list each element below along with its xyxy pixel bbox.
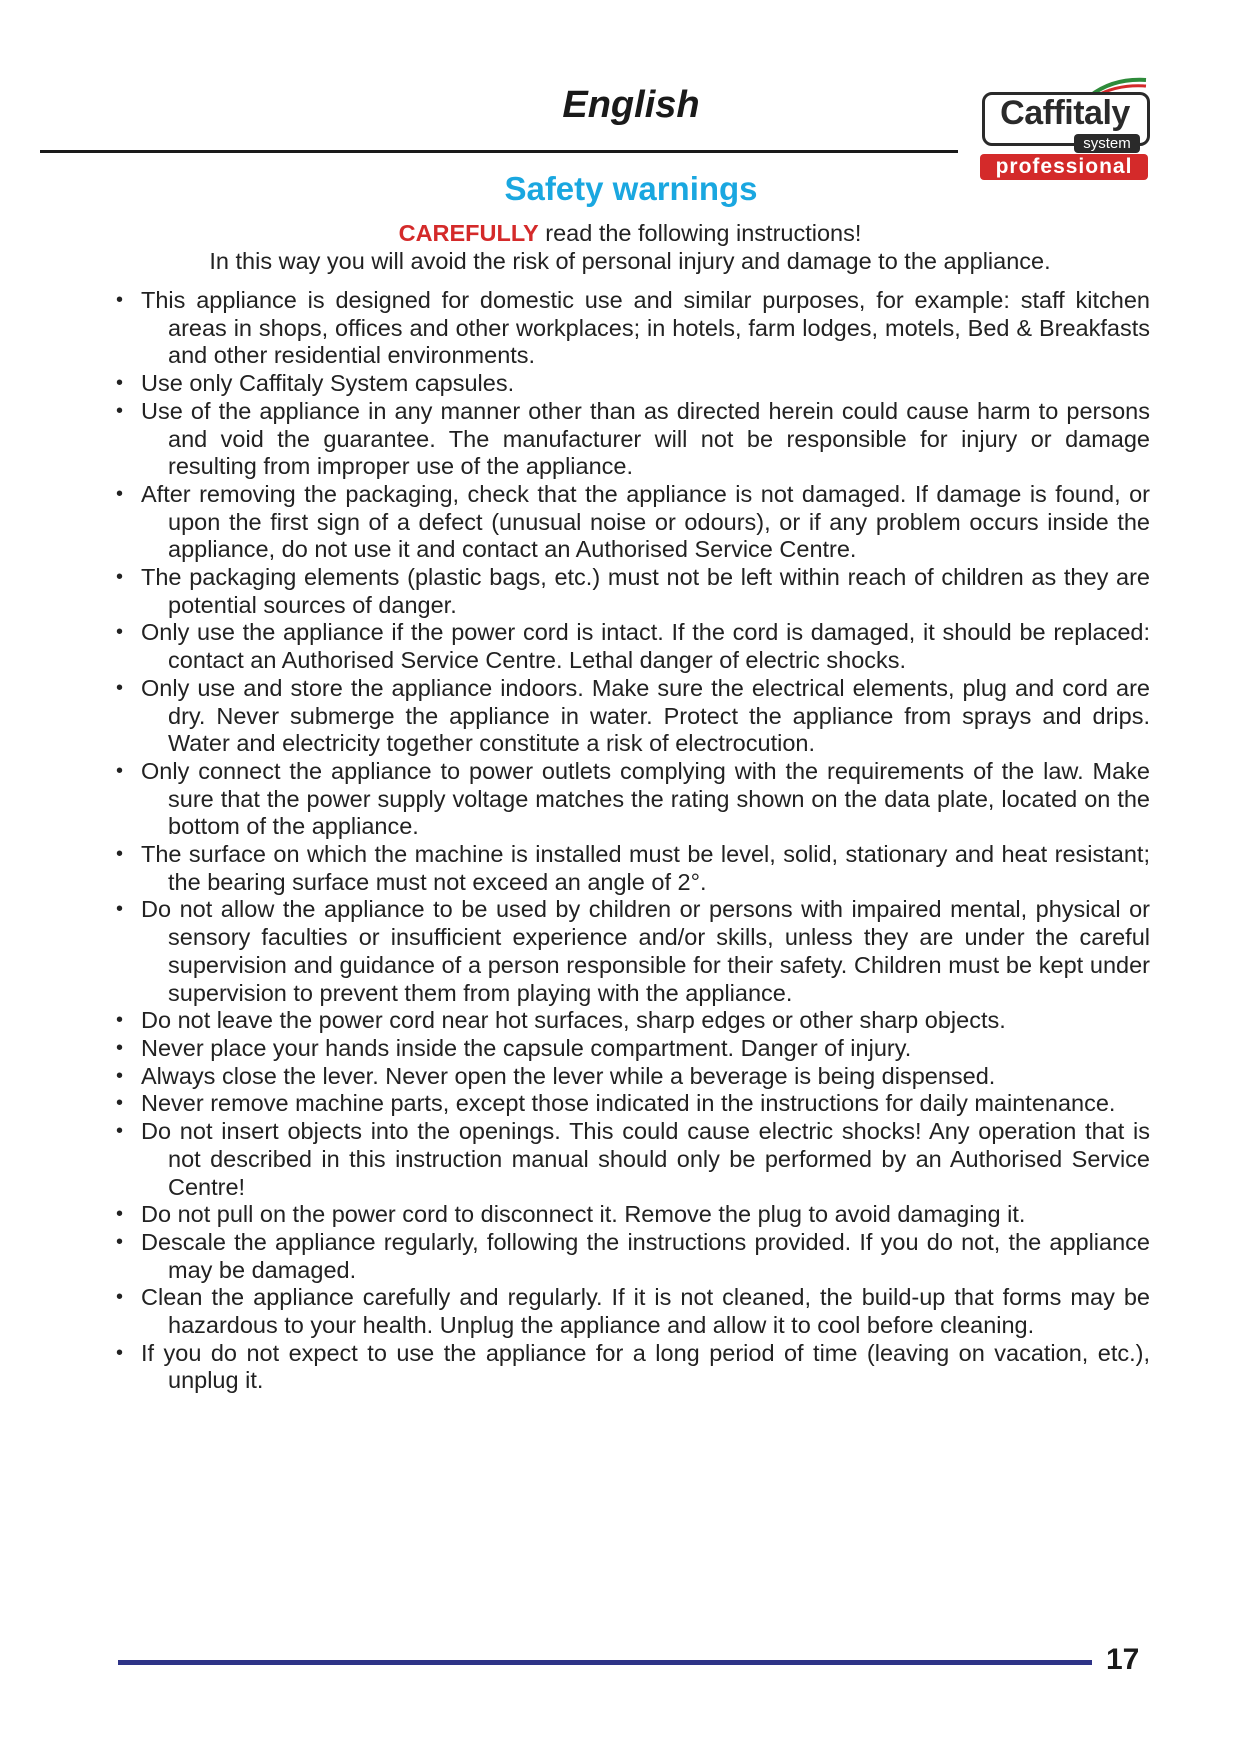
- warning-text: Only use the appliance if the power cord is intact. If the cord is damaged, it should be replaced: contact an Authorised Service Centre. Lethal danger of electric shocks.: [141, 619, 1150, 674]
- warning-text: The surface on which the machine is installed must be level, solid, stationary and heat resistant; the bearing surface must not exceed an angle of 2°.: [141, 841, 1150, 895]
- warning-text: Clean the appliance carefully and regularly. If it is not cleaned, the build-up that forms may be hazardous to your health. Unplug the appliance and allow it to cool before cleaning.: [141, 1284, 1150, 1339]
- logo-brand-text: Caffitaly: [1000, 94, 1130, 132]
- warning-item: [110, 1063, 1150, 1091]
- warning-item: [110, 619, 1150, 674]
- warning-item: [110, 1090, 1150, 1118]
- bullet-icon: •: [116, 898, 124, 921]
- bullet-icon: •: [116, 759, 124, 782]
- caffitaly-logo: [978, 76, 1150, 184]
- intro-line-2: In this way you will avoid the risk of personal injury and damage to the appliance.: [209, 248, 1051, 274]
- warning-item: [110, 758, 1150, 841]
- warning-item: [110, 1035, 1150, 1063]
- warning-item: [110, 1201, 1150, 1229]
- warning-text: Only connect the appliance to power outlets complying with the requirements of the law. Make sure that the power supply voltage matches the rating shown on the data plate, located on the bottom of the appliance.: [141, 757, 1150, 840]
- warning-item: [110, 481, 1150, 564]
- safety-warnings-list: [110, 287, 1150, 1395]
- warning-text: Always close the lever. Never open the lever while a beverage is being dispensed.: [141, 1062, 996, 1089]
- warning-text: Never remove machine parts, except those indicated in the instructions for daily maintenance.: [141, 1090, 1116, 1117]
- warning-text: If you do not expect to use the appliance for a long period of time (leaving on vacation, etc.), unplug it.: [141, 1339, 1150, 1394]
- bullet-icon: •: [116, 1009, 124, 1032]
- bullet-icon: •: [116, 1286, 124, 1309]
- bullet-icon: •: [116, 1092, 124, 1115]
- bullet-icon: •: [116, 1203, 124, 1226]
- warning-item: [110, 1284, 1150, 1339]
- bullet-icon: •: [116, 1120, 124, 1143]
- warning-item: [110, 287, 1150, 370]
- bullet-icon: •: [116, 1230, 124, 1253]
- bullet-icon: •: [116, 676, 124, 699]
- warning-item: [110, 896, 1150, 1007]
- warning-text: Use only Caffitaly System capsules.: [141, 370, 515, 397]
- page-language-heading: English: [562, 84, 700, 126]
- footer-divider: [118, 1660, 1092, 1665]
- header-divider: [40, 150, 958, 153]
- warning-text: Do not pull on the power cord to disconnect it. Remove the plug to avoid damaging it.: [141, 1201, 1026, 1228]
- warning-item: [110, 370, 1150, 398]
- bullet-icon: •: [116, 621, 124, 644]
- section-title: Safety warnings: [504, 170, 758, 207]
- warning-item: [110, 841, 1150, 896]
- bullet-icon: •: [116, 1064, 124, 1087]
- bullet-icon: •: [116, 843, 124, 866]
- logo-system-badge: system: [1074, 134, 1140, 153]
- bullet-icon: •: [116, 482, 124, 505]
- bullet-icon: •: [116, 566, 124, 589]
- warning-text: The packaging elements (plastic bags, etc.) must not be left within reach of children as they are potential sources of danger.: [141, 564, 1150, 618]
- page-number: 17: [1106, 1643, 1140, 1676]
- intro-rest: read the following instructions!: [545, 220, 862, 246]
- warning-item: [110, 564, 1150, 619]
- warning-text: This appliance is designed for domestic use and similar purposes, for example: staff kitchen areas in shops, offices and other workplaces; in hotels, farm lodges, motels, Bed & Breakfasts and other residential environments.: [141, 287, 1150, 369]
- warning-text: Do not allow the appliance to be used by children or persons with impaired mental, physical or sensory faculties or insufficient experience and/or skills, unless they are under the careful supervision and guidance of a person responsible for their safety. Children must be kept under supervision to prevent them from playing with the appliance.: [141, 896, 1150, 1006]
- bullet-icon: •: [116, 1341, 124, 1364]
- warning-item: [110, 1007, 1150, 1035]
- warning-item: [110, 1118, 1150, 1201]
- warning-item: [110, 1229, 1150, 1284]
- intro-emphasis: CAREFULLY: [398, 220, 539, 246]
- warning-text: Do not leave the power cord near hot surfaces, sharp edges or other sharp objects.: [141, 1007, 1006, 1034]
- warning-text: Use of the appliance in any manner other than as directed herein could cause harm to persons and void the guarantee. The manufacturer will not be responsible for injury or damage resulting from improper use of the appliance.: [141, 397, 1150, 480]
- warning-text: Only use and store the appliance indoors. Make sure the electrical elements, plug and cord are dry. Never submerge the appliance in water. Protect the appliance from sprays and drips. Water and electricity together constitute a risk of electrocution.: [141, 674, 1150, 757]
- bullet-icon: •: [116, 372, 124, 395]
- warning-item: [110, 1340, 1150, 1395]
- intro-line-1: [60, 220, 1200, 247]
- warning-text: Do not insert objects into the openings. This could cause electric shocks! Any operation that is not described in this instruction manual should only be performed by an Authorised Service Centre!: [141, 1118, 1150, 1200]
- warning-text: After removing the packaging, check that the appliance is not damaged. If damage is found, or upon the first sign of a defect (unusual noise or odours), or if any problem occurs inside the appliance, do not use it and contact an Authorised Service Centre.: [141, 480, 1150, 563]
- warning-text: Never place your hands inside the capsule compartment. Danger of injury.: [141, 1034, 912, 1061]
- warning-item: [110, 398, 1150, 481]
- logo-professional-badge: professional: [980, 154, 1148, 180]
- warning-item: [110, 675, 1150, 758]
- bullet-icon: •: [116, 289, 124, 311]
- bullet-icon: •: [116, 1036, 124, 1059]
- warning-text: Descale the appliance regularly, following the instructions provided. If you do not, the appliance may be damaged.: [141, 1228, 1150, 1283]
- bullet-icon: •: [116, 399, 124, 422]
